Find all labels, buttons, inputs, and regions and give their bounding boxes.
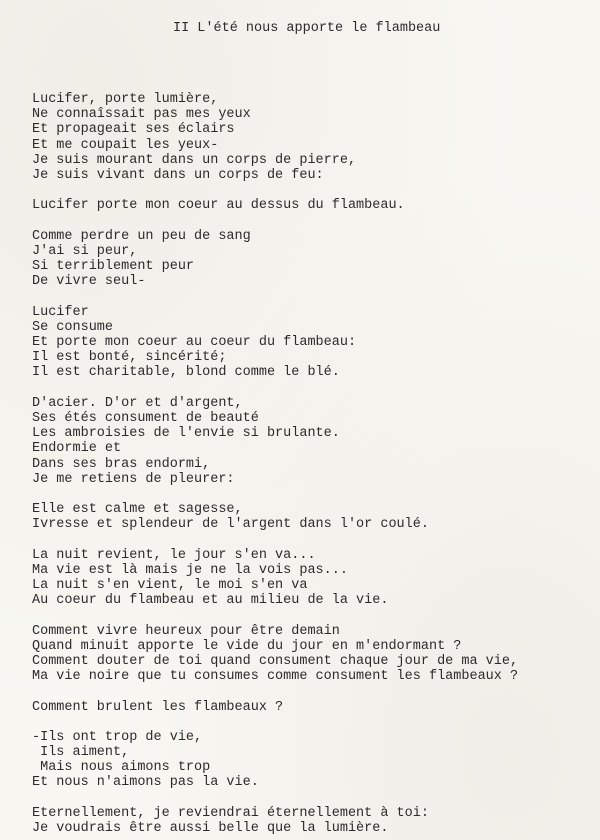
poem-line: Au coeur du flambeau et au milieu de la vie. bbox=[32, 593, 389, 609]
poem-line: J'ai si peur, bbox=[32, 243, 138, 259]
poem-line: Ma vie est là mais je ne la vois pas... bbox=[32, 562, 348, 578]
stanza bbox=[32, 548, 592, 609]
poem-line: Comment vivre heureux pour être demain bbox=[32, 623, 340, 639]
stanza-gap bbox=[32, 532, 592, 547]
poem-line: La nuit s'en vient, le moi s'en va bbox=[32, 578, 308, 593]
poem-line: Les ambroisies de l'envie si brulante. bbox=[32, 426, 340, 442]
poem-line: Endormie et bbox=[32, 441, 122, 457]
stanza bbox=[32, 806, 592, 836]
poem-line: Je me retiens de pleurer: bbox=[32, 471, 235, 487]
poem-line: Lucifer, porte lumière, bbox=[32, 92, 219, 107]
poem-line: Quand minuit apporte le vide du jour en m'endormant ? bbox=[32, 638, 462, 654]
poem-line: Comme perdre un peu de sang bbox=[32, 228, 251, 244]
stanza-gap bbox=[32, 289, 592, 304]
poem-line: Se consume bbox=[32, 319, 114, 335]
stanza-gap bbox=[32, 487, 592, 502]
stanza-gap bbox=[32, 183, 592, 198]
stanza bbox=[32, 700, 592, 715]
stanza-gap bbox=[32, 791, 592, 806]
stanza bbox=[32, 502, 592, 532]
stanza bbox=[32, 305, 592, 381]
poem-line: Et porte mon coeur au coeur du flambeau: bbox=[32, 335, 357, 350]
poem-line: Je suis mourant dans un corps de pierre, bbox=[32, 152, 357, 168]
poem-line: Il est bonté, sincérité; bbox=[32, 350, 227, 366]
poem-line: Ne connaîssait pas mes yeux bbox=[32, 107, 251, 123]
poem-line: Et me coupait les yeux- bbox=[32, 137, 219, 153]
stanza bbox=[32, 229, 592, 290]
poem-line: Mais nous aimons trop bbox=[32, 760, 211, 776]
poem-line: Ses étés consument de beauté bbox=[32, 410, 259, 426]
poem-line: Dans ses bras endormi, bbox=[32, 456, 211, 472]
stanza-gap bbox=[32, 381, 592, 396]
poem-body bbox=[32, 92, 592, 836]
poem-line: Et nous n'aimons pas la vie. bbox=[32, 775, 259, 791]
poem-line: Et propageait ses éclairs bbox=[32, 122, 235, 138]
stanza bbox=[32, 624, 592, 685]
poem-line: Eternellement, je reviendrai éternellement à toi: bbox=[32, 805, 429, 821]
stanza-gap bbox=[32, 684, 592, 699]
stanza-gap bbox=[32, 608, 592, 623]
poem-line: Comment douter de toi quand consument chaque jour de ma vie, bbox=[32, 653, 519, 669]
poem-line: -Ils ont trop de vie, bbox=[32, 729, 203, 745]
poem-line: De vivre seul- bbox=[32, 274, 146, 290]
stanza bbox=[32, 396, 592, 487]
poem-line: Je suis vivant dans un corps de feu: bbox=[32, 167, 324, 183]
poem-line: Ils aiment, bbox=[32, 745, 130, 761]
poem-title: II L'été nous apporte le flambeau bbox=[173, 21, 441, 36]
poem-line: Lucifer porte mon coeur au dessus du flambeau. bbox=[32, 198, 405, 214]
poem-line: D'acier. D'or et d'argent, bbox=[32, 395, 243, 411]
stanza bbox=[32, 92, 592, 183]
poem-line: Je voudrais être aussi belle que la lumière. bbox=[32, 821, 389, 836]
poem-line: Lucifer bbox=[32, 304, 89, 320]
poem-line: Ma vie noire que tu consumes comme consument les flambeaux ? bbox=[32, 669, 519, 685]
stanza bbox=[32, 198, 592, 213]
stanza-gap bbox=[32, 715, 592, 730]
poem-line: Si terriblement peur bbox=[32, 259, 195, 275]
poem-line: La nuit revient, le jour s'en va... bbox=[32, 547, 316, 563]
poem-line: Comment brulent les flambeaux ? bbox=[32, 699, 284, 715]
poem-line: Il est charitable, blond comme le blé. bbox=[32, 365, 340, 381]
poem-line: Elle est calme et sagesse, bbox=[32, 502, 243, 518]
stanza bbox=[32, 730, 592, 791]
poem-line: Ivresse et splendeur de l'argent dans l'or coulé. bbox=[32, 517, 429, 533]
stanza-gap bbox=[32, 214, 592, 229]
